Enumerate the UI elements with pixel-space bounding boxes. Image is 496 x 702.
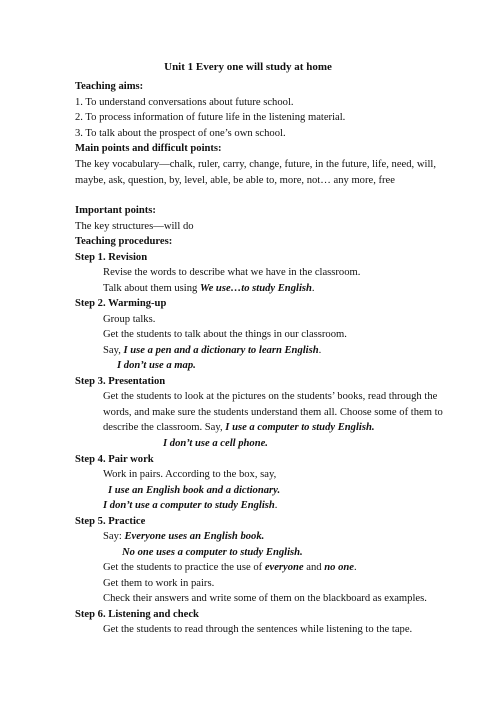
aim-item-3: 3. To talk about the prospect of one’s own school.	[75, 128, 286, 139]
step5-line3-emphasis-1: everyone	[264, 562, 304, 573]
step5-line5: Check their answers and write some of them on the blackboard as examples.	[103, 593, 427, 604]
step3-line-last: I don’t use a cell phone.	[163, 438, 268, 449]
step4-line1: Work in pairs. According to the box, say,	[103, 469, 277, 480]
step5-line3-emphasis-2: no one	[324, 562, 354, 573]
step5-line2: No one uses a computer to study English.	[122, 547, 303, 558]
step6-heading: Step 6. Listening and check	[75, 609, 199, 620]
document-title: Unit 1 Every one will study at home	[164, 61, 332, 73]
step2-line3: Say, I use a pen and a dictionary to learn English.	[103, 345, 322, 356]
step5-line1: Say: Everyone uses an English book.	[103, 531, 265, 542]
step5-line4: Get them to work in pairs.	[103, 578, 215, 589]
main-points-text: The key vocabulary—chalk, ruler, carry, change, future, in the future, life, need, will, maybe, ask, question, by, level, able, be able to, more, not… any more, free	[75, 159, 436, 186]
step2-line1: Group talks.	[103, 314, 156, 325]
aim-item-1: 1. To understand conversations about future school.	[75, 97, 294, 108]
step1-heading: Step 1. Revision	[75, 252, 148, 263]
step2-heading: Step 2. Warming-up	[75, 298, 167, 309]
step4-line3-emphasis: I don’t use a computer to study English	[103, 500, 275, 511]
step4-line3: I don’t use a computer to study English.	[103, 500, 278, 511]
teaching-procedures-heading: Teaching procedures:	[75, 236, 173, 247]
step4-heading: Step 4. Pair work	[75, 454, 154, 465]
step5-line3: Get the students to practice the use of everyone and no one.	[103, 562, 357, 573]
step3-paragraph: Get the students to look at the pictures on the students’ books, read through the words, and make sure the students understand them all. Choose some of them to describe the classroom. Say, I use a computer to study English.	[103, 391, 443, 434]
step1-line1: Revise the words to describe what we have in the classroom.	[103, 267, 361, 278]
step2-line2: Get the students to talk about the things in our classroom.	[103, 329, 347, 340]
important-points-heading: Important points:	[75, 205, 156, 216]
teaching-aims-heading: Teaching aims:	[75, 81, 144, 92]
step1-line2: Talk about them using We use…to study English.	[103, 283, 315, 294]
step4-line2: I use an English book and a dictionary.	[108, 485, 281, 496]
step2-line3-emphasis: I use a pen and a dictionary to learn English	[123, 345, 319, 356]
step3-heading: Step 3. Presentation	[75, 376, 166, 387]
main-points-heading: Main points and difficult points:	[75, 143, 222, 154]
step5-line1-emphasis: Everyone uses an English book.	[124, 531, 265, 542]
step3-paragraph-emphasis: I use a computer to study English.	[225, 422, 375, 434]
step2-line4: I don’t use a map.	[117, 360, 196, 371]
step5-heading: Step 5. Practice	[75, 516, 146, 527]
step1-line2-emphasis: We use…to study English	[199, 283, 312, 294]
aim-item-2: 2. To process information of future life in the listening material.	[75, 112, 346, 123]
important-points-text: The key structures—will do	[75, 221, 194, 232]
step6-line1: Get the students to read through the sentences while listening to the tape.	[103, 624, 413, 635]
